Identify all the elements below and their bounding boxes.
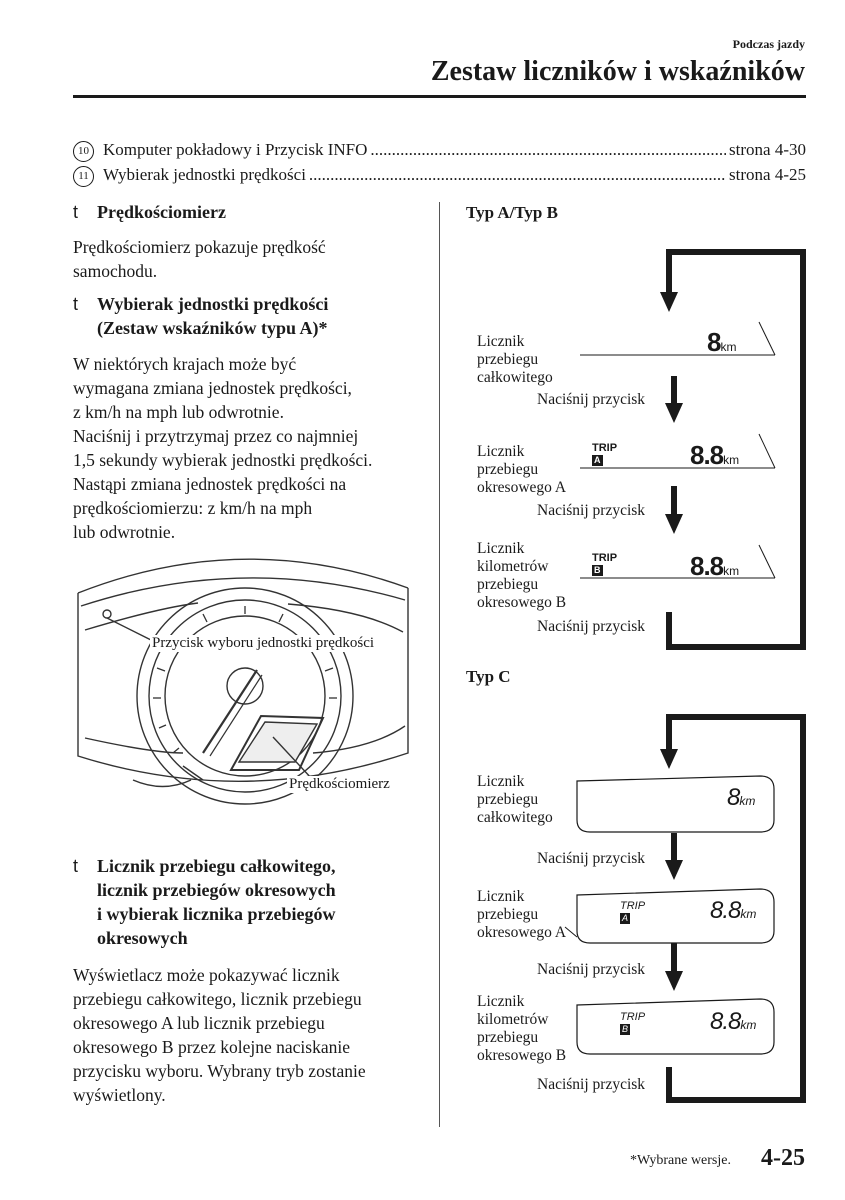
toc-leader	[309, 165, 726, 185]
toc-item	[73, 165, 806, 187]
press-button-label: Naciśnij przycisk	[537, 961, 646, 978]
odometer-heading	[73, 854, 423, 950]
unit-selector-heading	[73, 292, 423, 340]
heading-line: i wybierak licznika przebiegów	[97, 904, 336, 924]
toc-page: strona 4-30	[729, 140, 806, 159]
press-button-label: Naciśnij przycisk	[537, 1076, 646, 1093]
trip-a-indicator: TRIP A	[592, 442, 618, 465]
text-line: okresowego B przez kolejne naciskanie	[73, 1037, 350, 1057]
text-line: przebiegu całkowitego, licznik przebiegu	[73, 989, 362, 1009]
trip-b-indicator-c: TRIP B	[620, 1011, 646, 1034]
callout-button-label: Przycisk wyboru jednostki prędkości	[152, 635, 375, 651]
bullet-marker: t	[73, 856, 79, 876]
press-button-label: Naciśnij przycisk	[537, 502, 646, 519]
text-line: z km/h na mph lub odwrotnie.	[73, 402, 284, 422]
press-button-label: Naciśnij przycisk	[537, 618, 646, 635]
speedometer-text: Prędkościomierz pokazuje prędkość samochodu.	[73, 237, 326, 281]
cluster-illustration	[73, 548, 418, 813]
toc-leader	[370, 140, 726, 160]
trip-b-readout-c: 8.8km	[710, 1008, 757, 1035]
toc-number: 11	[73, 166, 94, 187]
speedometer-heading	[73, 200, 423, 224]
trip-a-label: Licznik przebiegu okresowego A	[477, 443, 567, 496]
cluster-drawing	[73, 548, 418, 813]
heading-line: okresowych	[97, 928, 188, 948]
text-line: wymagana zmiana jednostek prędkości,	[73, 378, 352, 398]
trip-a-label-c: Licznik przebiegu okresowego A	[477, 888, 567, 941]
page-number: 4-25	[761, 1145, 805, 1171]
text-line: Nastąpi zmiana jednostek prędkości na	[73, 474, 347, 494]
text-line: Naciśnij i przytrzymaj przez co najmniej	[73, 426, 359, 446]
trip-a-indicator-c: TRIP A	[620, 900, 646, 923]
bullet-marker: t	[73, 202, 79, 222]
callout-speedometer-label: Prędkościomierz	[289, 776, 390, 792]
odometer-label-c: Licznik przebiegu całkowitego	[477, 773, 553, 826]
page-title: Zestaw liczników i wskaźników	[430, 56, 805, 87]
trip-b-label: Licznik kilometrów przebiegu okresowego B	[477, 540, 567, 611]
diagram-ab-title: Typ A/Typ B	[466, 203, 558, 222]
odometer-label: Licznik przebiegu całkowitego	[477, 333, 553, 386]
toc-page: strona 4-25	[729, 165, 806, 184]
toc-number: 10	[73, 141, 94, 162]
toc-item	[73, 140, 806, 162]
trip-a-readout: 8.8km	[690, 440, 740, 470]
odometer-text	[73, 963, 423, 1107]
text-line: przycisku wyboru. Wybrany tryb zostanie	[73, 1061, 366, 1081]
text-line: Wyświetlacz może pokazywać licznik	[73, 965, 340, 985]
heading-line: Wybierak jednostki prędkości	[97, 294, 329, 314]
odometer-readout-c: 8km	[727, 784, 756, 811]
diagram-c-title: Typ C	[466, 667, 511, 686]
footnote: *Wybrane wersje.	[629, 1153, 731, 1168]
header-rule	[73, 95, 806, 98]
toc-label: Wybierak jednostki prędkości	[103, 165, 306, 184]
trip-b-label-c: Licznik kilometrów przebiegu okresowego B	[477, 993, 567, 1064]
text-line: 1,5 sekundy wybierak jednostki prędkości.	[73, 450, 373, 470]
text-line: wyświetlony.	[73, 1085, 166, 1105]
text-line: prędkościomierzu: z km/h na mph	[73, 498, 313, 518]
heading-line: licznik przebiegów okresowych	[97, 880, 336, 900]
press-button-label: Naciśnij przycisk	[537, 391, 646, 408]
heading-line: Licznik przebiegu całkowitego,	[97, 856, 336, 876]
bullet-marker: t	[73, 294, 79, 314]
trip-a-readout-c: 8.8km	[710, 897, 757, 924]
text-line: lub odwrotnie.	[73, 522, 176, 542]
trip-b-readout: 8.8km	[690, 551, 740, 581]
press-button-label: Naciśnij przycisk	[537, 850, 646, 867]
odometer-readout: 8km	[707, 327, 737, 357]
heading-text: Prędkościomierz	[97, 202, 226, 222]
text-line: okresowego A lub licznik przebiegu	[73, 1013, 325, 1033]
toc-label: Komputer pokładowy i Przycisk INFO	[103, 140, 368, 159]
trip-b-indicator: TRIP B	[592, 552, 618, 575]
unit-selector-text	[73, 352, 423, 544]
text-line: W niektórych krajach może być	[73, 354, 297, 374]
section-label: Podczas jazdy	[732, 37, 805, 51]
heading-line: (Zestaw wskaźników typu A)*	[97, 318, 328, 338]
